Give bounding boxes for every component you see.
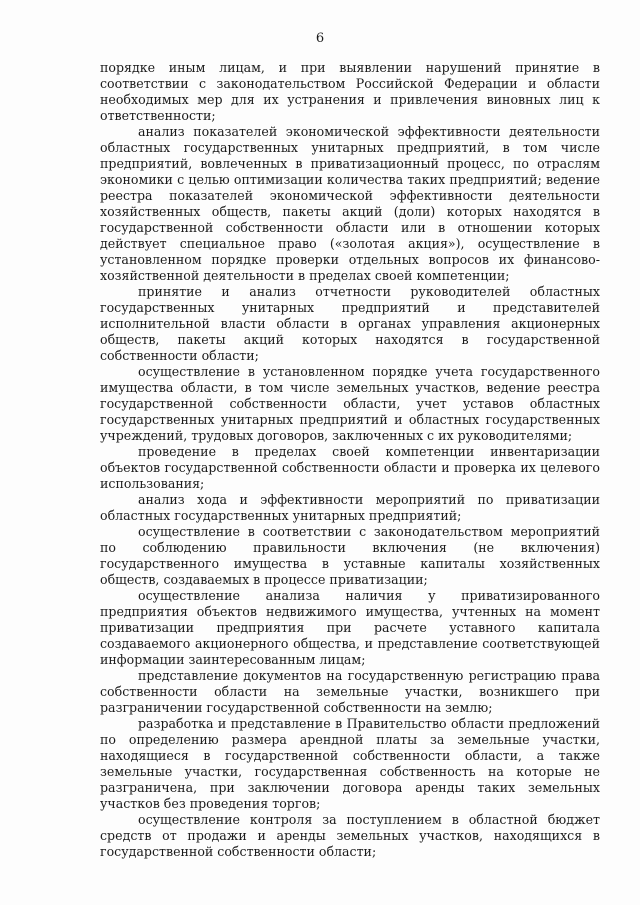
paragraph-9: представление документов на государственную регистрацию права собственности области на земельные участки, возникшего при разграничении государственной собственности на землю; <box>100 668 600 715</box>
paragraph-6: анализ хода и эффективности мероприятий по приватизации областных государственных унитарных предприятий; <box>100 492 600 523</box>
paragraph-8: осуществление анализа наличия у приватизированного предприятия объектов недвижимого имущества, учтенных на момент приватизации предприятия при расчете уставного капитала создаваемого акционерного общества, и представление соответствующей информации заинтересованным лицам; <box>100 588 600 667</box>
page-number: 6 <box>315 31 325 46</box>
document-body <box>100 60 600 860</box>
paragraph-11: осуществление контроля за поступлением в областной бюджет средств от продажи и аренды земельных участков, находящихся в государственной собственности области; <box>100 812 600 859</box>
paragraph-7: осуществление в соответствии с законодательством мероприятий по соблюдению правильности включения (не включения) государственного имущества в уставные капиталы хозяйственных обществ, создаваемых в процессе приватизации; <box>100 524 600 587</box>
paragraph-4: осуществление в установленном порядке учета государственного имущества области, в том числе земельных участков, ведение реестра государственной собственности области, учет уставов областных государственных унитарных предприятий и областных государственных учреждений, трудовых договоров, заключенных с их руководителями; <box>100 364 600 443</box>
paragraph-2: анализ показателей экономической эффективности деятельности областных государственных унитарных предприятий, в том числе предприятий, вовлеченных в приватизационный процесс, по отраслям экономики с целью оптимизации количества таких предприятий; ведение реестра показателей экономической эффективности деятельности хозяйственных обществ, пакеты акций (доли) которых находятся в государственной собственности области или в отношении которых действует специальное право («золотая акция»), осуществление в установленном порядке проверки отдельных вопросов их финансово-хозяйственной деятельности в пределах своей компетенции; <box>100 124 600 283</box>
paragraph-3: принятие и анализ отчетности руководителей областных государственных унитарных предприятий и представителей исполнительной власти области в органах управления акционерных обществ, пакеты акций которых находятся в государственной собственности области; <box>100 284 600 363</box>
paragraph-5: проведение в пределах своей компетенции инвентаризации объектов государственной собственности области и проверка их целевого использования; <box>100 444 600 491</box>
paragraph-10: разработка и представление в Правительство области предложений по определению размера арендной платы за земельные участки, находящиеся в государственной собственности области, а также земельные участки, государственная собственность на которые не разграничена, при заключении договора аренды таких земельных участков без проведения торгов; <box>100 716 600 811</box>
paragraph-1: порядке иным лицам, и при выявлении нарушений принятие в соответствии с законодательством Российской Федерации и области необходимых мер для их устранения и привлечения виновных лиц к ответственности; <box>100 60 600 123</box>
